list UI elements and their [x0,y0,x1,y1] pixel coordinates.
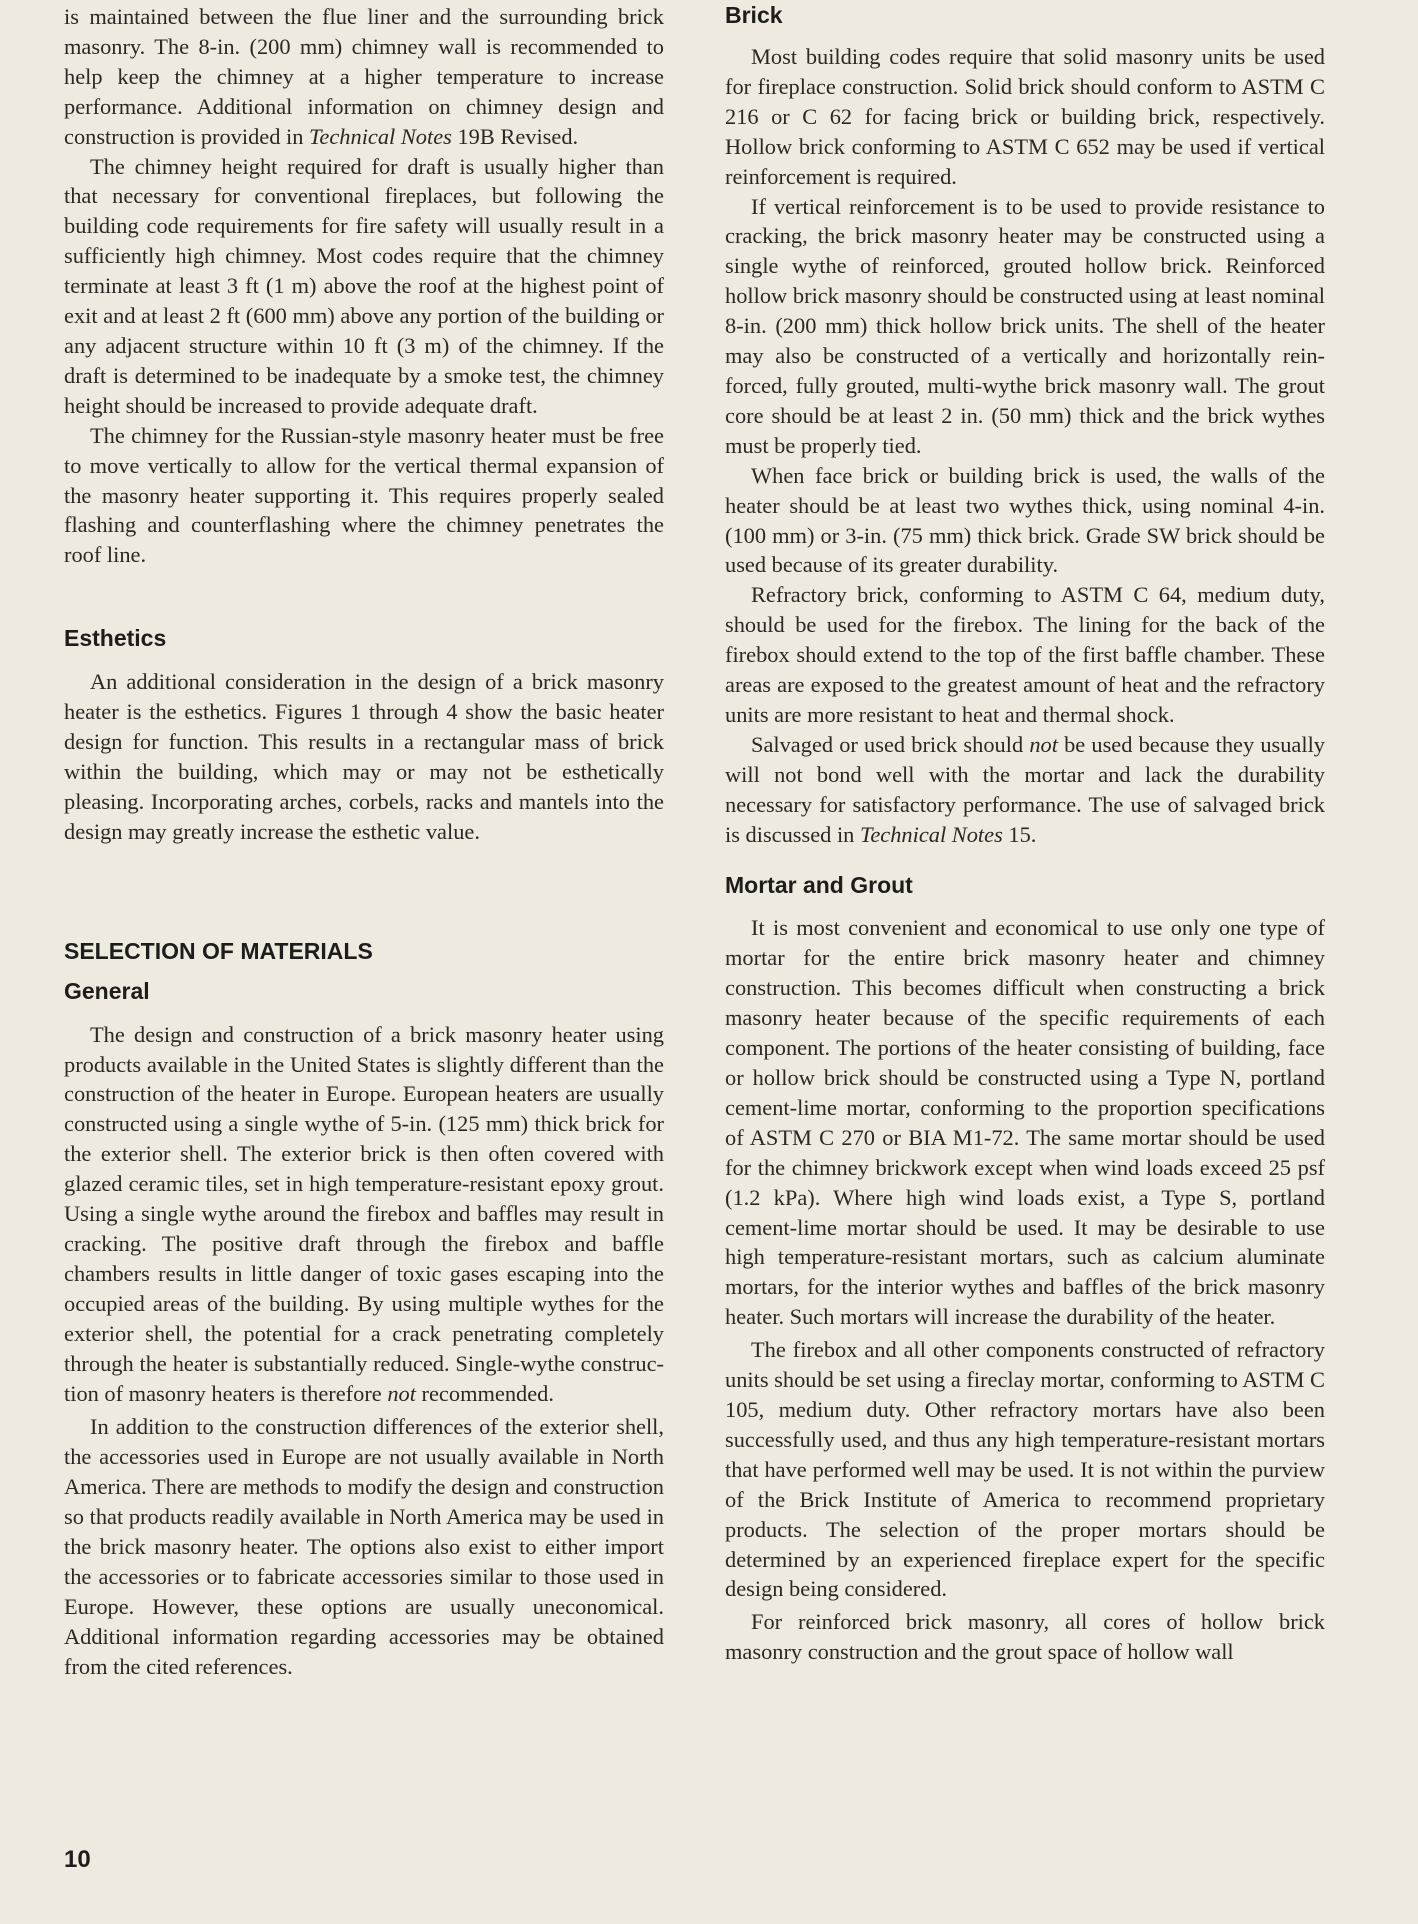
paragraph: Salvaged or used brick should not be used because they usually will not bond well with the mortar and lack the durability necessary for satisfactory performance. The use of salvaged brick is discussed in Technical Notes 15. [725,731,1326,847]
section-heading-general: General [64,977,150,1004]
paragraph: In addition to the construction differences of the exterior shell, the accessories used in Europe are not usually available in North America. There are methods to modify the design and construction so that products readily available in North America may be used in the brick masonry heater. The options also exist to either import the accessories or to fabricate accessories similar to those used in Europe. However, these options are usually uneconomical. Additional information regarding accessories may be obtained from the cited references. [64,1414,664,1679]
section-heading-selection-of-materials: SELECTION OF MATERIALS [64,937,373,964]
left-column [64,0,664,1682]
page-number: 10 [64,1846,91,1873]
section-heading-esthetics: Esthetics [64,625,167,652]
paragraph: When face brick or building brick is used, the walls of the heater should be at least two wythes thick, using nominal 4-in. (100 mm) or 3-in. (75 mm) thick brick. Grade SW brick should be used because of its greater durability. [725,462,1325,578]
paragraph: For reinforced brick masonry, all cores of hollow brick masonry construction and the grout space of hollow wall [725,1609,1325,1665]
paragraph: is maintained between the flue liner and the surrounding brick masonry. The 8-in. (200 mm) chimney wall is recommended to help keep the chimney at a higher temperature to increase performance. Additional information on chimney design and construction is provided in Technical Notes 19B Revised. [64,4,664,149]
paragraph: The chimney for the Russian-style masonry heater must be free to move vertically to allow for the vertical thermal expansion of the masonry heater supporting it. This requires properly sealed flashing and counterflashing where the chimney penetrates the roof line. [64,422,664,568]
section-heading-mortar-and-grout: Mortar and Grout [725,872,913,899]
paragraph: The chimney height required for draft is usually higher than that necessary for conventional fireplaces, but following the building code requirements for fire safety will usually result in a sufficiently high chimney. Most codes require that the chimney terminate at least 3 ft (1 m) above the roof at the highest point of exit and at least 2 ft (600 mm) above any portion of the building or any adjacent structure within 10 ft (3 m) of the chimney. If the draft is determined to be inadequate by a smoke test, the chimney height should be increased to provide adequate draft. [64,153,664,418]
paragraph: If vertical reinforcement is to be used to provide resistance to cracking, the brick masonry heater may be constructed using a single wythe of reinforced, grouted hollow brick. Reinforced hollow brick masonry should be constructed using at least nominal 8-in. (200 mm) thick hollow brick units. The shell of the heater may also be constructed of a vertically and horizontally reinforced, fully grouted, multi-wythe brick masonry wall. The grout core should be at least 2 in. (50 mm) thick and the brick wythes must be properly tied. [725,193,1325,458]
paragraph: The firebox and all other components constructed of refractory units should be set using a fireclay mortar, conforming to ASTM C 105, medium duty. Other refractory mortars have also been successfully used, and thus any high temperature-resistant mortars that have performed well may be used. It is not within the purview of the Brick Institute of America to recommend proprietary products. The selection of the proper mortars should be determined by an experienced fireplace expert for the specific design being considered. [725,1337,1325,1602]
paragraph: It is most convenient and economical to use only one type of mortar for the entire brick masonry heater and chimney construction. This becomes difficult when constructing a brick masonry heater because of the specific requirements of each component. The portions of the heater consisting of building, face or hollow brick should be constructed using a Type N, portland cement-lime mortar, conforming to the proportion specifications of ASTM C 270 or BIA M1-72. The same mortar should be used for the chimney brickwork except when wind loads exceed 25 psf (1.2 kPa). Where high wind loads exist, a Type S, portland cement-lime mortar should be used. It may be desirable to use high temperature-resistant mortars, such as calcium aluminate mortars, for the interior wythes and baffles of the brick masonry heater. Such mortars will increase the durability of the heater. [725,915,1325,1330]
paragraph: An additional consideration in the design of a brick masonry heater is the esthetics. Figures 1 through 4 show the basic heater design for function. This results in a rectangular mass of brick within the building, which may or may not be esthetically pleasing. Incorporating arches, corbels, racks and mantels into the design may greatly increase the esthetic value. [64,669,664,844]
right-column [725,0,1325,1667]
paragraph: Most building codes require that solid masonry units be used for fireplace construction. Solid brick should conform to ASTM C 216 or C 62 for facing brick or building brick, respectively. Hollow brick conforming to ASTM C 652 may be used if vertical reinforcement is required. [725,44,1325,189]
section-heading-brick: Brick [725,2,783,28]
paragraph: Refractory brick, conforming to ASTM C 64, medium duty, should be used for the firebox. The lining for the back of the firebox should extend to the top of the first baffle chamber. These areas are exposed to the greatest amount of heat and the refractory units are more resistant to heat and thermal shock. [725,582,1325,727]
paragraph: The design and construction of a brick masonry heater using products available in the United States is slightly different than the construction of the heater in Europe. European heaters are usually constructed using a single wythe of 5-in. (125 mm) thick brick for the exterior shell. The exterior brick is then often covered with glazed ceramic tiles, set in high temperature-resistant epoxy grout. Using a single wythe around the firebox and baffles may result in cracking. The positive draft through the firebox and baffle chambers results in little danger of toxic gases escaping into the occupied areas of the building. By using multiple wythes for the exterior shell, the potential for a crack penetrating completely through the heater is substantially reduced. Single-wythe construction of masonry heaters is therefore not recommended. [64,1021,664,1406]
